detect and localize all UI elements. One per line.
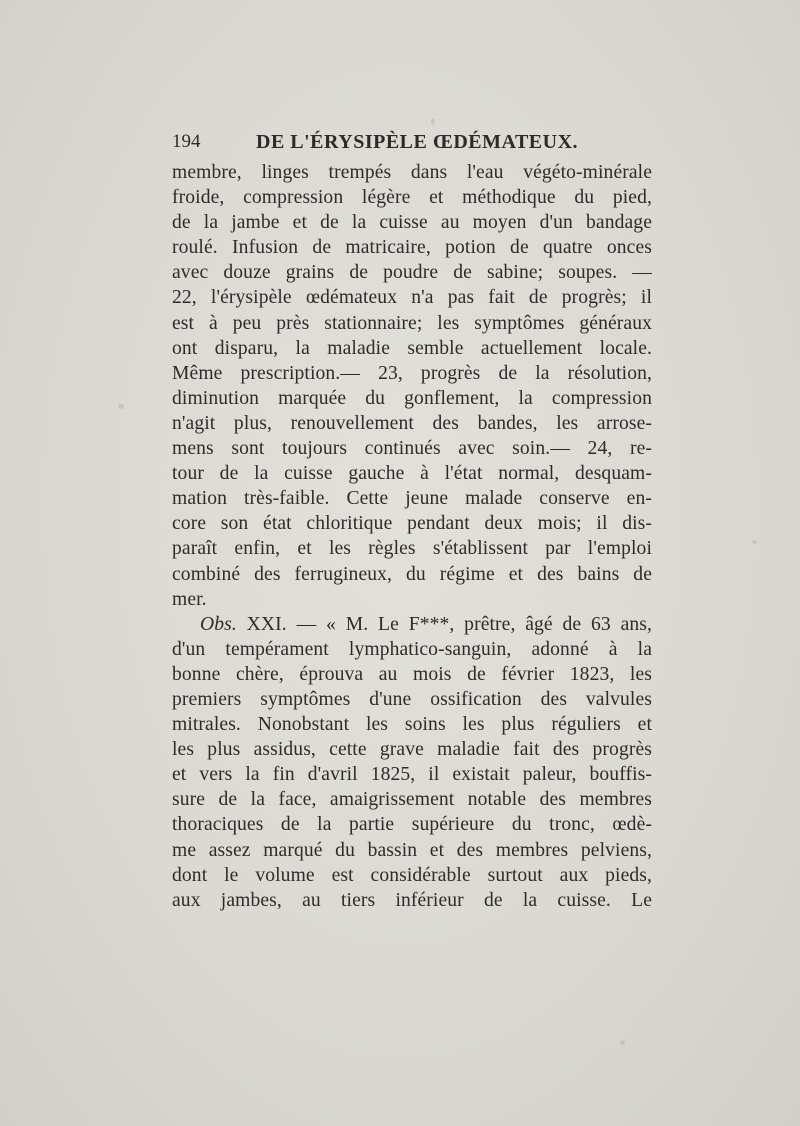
body-text — [172, 160, 652, 913]
text-line: est à peu près stationnaire; les symptômes généraux — [172, 312, 652, 334]
text-line: mitrales. Nonobstant les soins les plus réguliers et — [172, 714, 652, 736]
text-line: les plus assidus, cette grave maladie fait des progrès — [172, 739, 652, 761]
text-line: 22, l'érysipèle œdémateux n'a pas fait de progrès; il — [172, 287, 652, 309]
text-line: mens sont toujours continués avec soin.— 24, re- — [172, 438, 652, 460]
paper-speck — [620, 1040, 625, 1045]
text-line: mation très-faible. Cette jeune malade conserve en- — [172, 488, 652, 510]
text-line: tour de la cuisse gauche à l'état normal, desquam- — [172, 463, 652, 485]
text-line: avec douze grains de poudre de sabine; soupes. — — [172, 262, 652, 284]
running-title: DE L'ÉRYSIPÈLE ŒDÉMATEUX. — [256, 131, 579, 153]
text-line: n'agit plus, renouvellement des bandes, les arrose- — [172, 412, 652, 434]
paper-speck — [752, 540, 757, 544]
text-line: Même prescription.— 23, progrès de la résolution, — [172, 362, 652, 384]
obs-abbreviation: Obs. — [200, 613, 237, 635]
text-line: aux jambes, au tiers inférieur de la cuisse. Le — [172, 889, 652, 911]
text-line: combiné des ferrugineux, du régime et des bains de — [172, 563, 652, 585]
text-line: premiers symptômes d'une ossification des valvules — [172, 688, 652, 710]
text-line: thoraciques de la partie supérieure du tronc, œdè- — [172, 814, 652, 836]
text-line: mer. — [172, 588, 207, 610]
paper-speck — [118, 404, 124, 409]
text-line: core son état chloritique pendant deux mois; il dis- — [172, 513, 652, 535]
text-line: froide, compression légère et méthodique du pied, — [172, 187, 652, 209]
text-line: bonne chère, éprouva au mois de février 1823, les — [172, 663, 652, 685]
text-line: me assez marqué du bassin et des membres pelviens, — [172, 839, 652, 861]
text-line: d'un tempérament lymphatico-sanguin, adonné à la — [172, 638, 652, 660]
text-line: membre, linges trempés dans l'eau végéto-minérale — [172, 162, 652, 183]
text-line: diminution marquée du gonflement, la compression — [172, 387, 652, 409]
page-number: 194 — [172, 131, 201, 152]
text-line: paraît enfin, et les règles s'établissent par l'emploi — [172, 538, 652, 560]
text-line: dont le volume est considérable surtout aux pieds, — [172, 864, 652, 886]
text-line: ont disparu, la maladie semble actuellement locale. — [172, 337, 652, 359]
page-header — [172, 131, 652, 155]
text-line: sure de la face, amaigrissement notable des membres — [172, 789, 652, 811]
text-line: et vers la fin d'avril 1825, il existait paleur, bouffis- — [172, 764, 652, 786]
text-line: roulé. Infusion de matricaire, potion de quatre onces — [172, 237, 652, 259]
paper-speck — [431, 118, 435, 125]
text-line: de la jambe et de la cuisse au moyen d'un bandage — [172, 212, 652, 234]
observation-heading-line: Obs. XXI. — « M. Le F***, prêtre, âgé de 63 ans, — [200, 613, 652, 635]
